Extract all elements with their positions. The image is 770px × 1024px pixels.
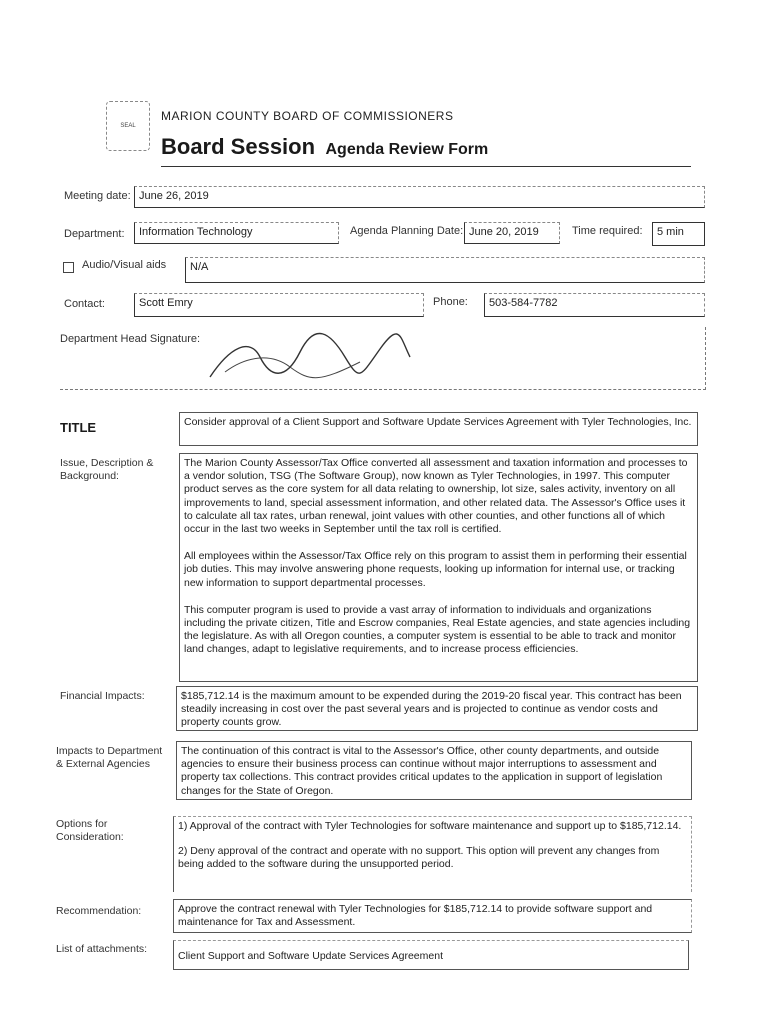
issue-box <box>179 453 698 682</box>
av-label: Audio/Visual aids <box>82 259 167 271</box>
phone-field[interactable]: 503-584-7782 <box>484 293 705 317</box>
time-required-label: Time required: <box>572 225 643 237</box>
av-checkbox[interactable] <box>63 262 74 273</box>
options-box <box>173 816 692 892</box>
title-label: TITLE <box>60 420 97 435</box>
issue-paragraph-2: All employees within the Assessor/Tax Office rely on this program to assist them in performing their essential job duties. This may involve answering phone requests, looking up information for internal use, or tracking new information to support departmental processes. <box>184 550 687 589</box>
org-name: MARION COUNTY BOARD OF COMMISSIONERS <box>161 109 454 123</box>
header-rule <box>161 166 691 167</box>
financial-text: $185,712.14 is the maximum amount to be expended during the 2019-20 fiscal year. This contract has been steadily increasing in cost over the past several years and is projected to continue as vendor costs and property counts grow. <box>181 690 682 729</box>
attachments-label: List of attachments: <box>56 943 148 955</box>
planning-date-field[interactable]: June 20, 2019 <box>464 222 560 244</box>
meeting-date-field[interactable]: June 26, 2019 <box>134 186 705 208</box>
signature-label: Department Head Signature: <box>60 333 201 345</box>
impacts-label: Impacts to Department & External Agencies <box>56 745 163 770</box>
options-label: Options for Consideration: <box>56 818 124 843</box>
planning-date-label: Agenda Planning Date: <box>350 225 464 237</box>
title-bold: Board Session <box>161 134 316 159</box>
option-1: 1) Approval of the contract with Tyler Technologies for software maintenance and support up to $185,712.14. <box>178 820 682 832</box>
county-seal-logo: SEAL <box>106 101 150 151</box>
page-title <box>161 134 488 160</box>
recommendation-box <box>173 899 692 933</box>
option-2: 2) Deny approval of the contract and operate with no support. This option will prevent any changes from being added to the software during the unsupported period. <box>178 845 660 871</box>
recommendation-text: Approve the contract renewal with Tyler Technologies for $185,712.14 to provide software support and maintenance for Tax and Assessment. <box>178 903 653 929</box>
title-text: Consider approval of a Client Support and Software Update Services Agreement with Tyler Technologies, Inc. <box>184 416 692 428</box>
title-rest: Agenda Review Form <box>325 141 489 158</box>
department-field[interactable]: Information Technology <box>134 222 339 244</box>
time-required-field[interactable]: 5 min <box>652 222 705 246</box>
meeting-date-label: Meeting date: <box>64 190 131 202</box>
contact-field[interactable]: Scott Emry <box>134 293 424 317</box>
impacts-text: The continuation of this contract is vital to the Assessor's Office, other county departments, and outside agencies to ensure their business process can continue without major interruptions to assessment and property tax collections. This contract provides critical updates to the application in support of legislation changes for the State of Oregon. <box>181 745 663 797</box>
recommendation-label: Recommendation: <box>56 905 142 917</box>
attachments-text: Client Support and Software Update Services Agreement <box>178 950 443 962</box>
issue-paragraph-1: The Marion County Assessor/Tax Office converted all assessment and taxation information and processes to a vendor solution, TSG (The Software Group), now known as Tyler Technologies, in 1997. This computer product serves as the core system for all data relating to ownership, lot size, sales activity, inventory on all improvements to land, special assessment information, and other related data. The Assessor's Office uses it to calculate all tax rates, urban renewal, joint values with other counties, and other functions all of which occur in the last two weeks in September until the tax roll is certified. <box>184 457 688 536</box>
phone-label: Phone: <box>433 296 468 308</box>
title-box <box>179 412 698 446</box>
attachments-box <box>173 940 689 970</box>
financial-label: Financial Impacts: <box>60 690 145 702</box>
signature-scribble <box>60 327 705 389</box>
issue-paragraph-3: This computer program is used to provide a vast array of information to individuals and organizations including the private citizen, Title and Escrow companies, Real Estate agencies, and state agencies including the legislature. As with all Oregon counties, a computer system is essential to be able to track and monitor land changes, adapt to legislative requirements, and to increase process efficiencies. <box>184 603 691 656</box>
issue-label: Issue, Description & Background: <box>60 457 154 482</box>
department-label: Department: <box>64 228 125 240</box>
signature-box[interactable] <box>60 327 706 390</box>
financial-box <box>176 686 698 731</box>
contact-label: Contact: <box>64 298 105 310</box>
impacts-box <box>176 741 692 800</box>
av-field[interactable]: N/A <box>185 257 705 283</box>
